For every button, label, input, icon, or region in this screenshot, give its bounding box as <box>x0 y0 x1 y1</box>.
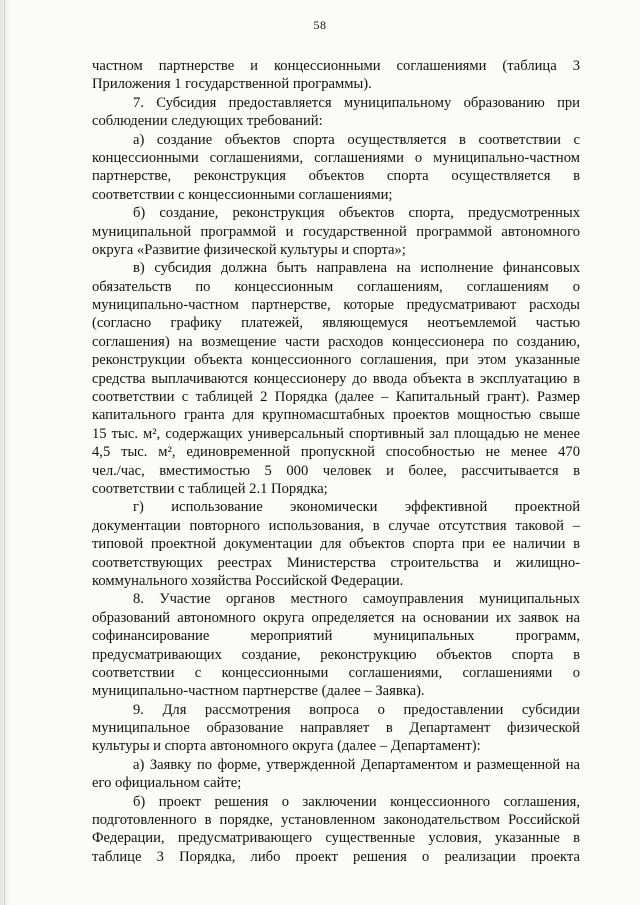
text-line: 4,5 тыс. м², единовременной пропускной способностью не менее 470 <box>92 444 580 461</box>
text-line: соответствии с таблицей 2 Порядка (далее – Капитальный грант). Размер <box>92 389 580 406</box>
text-line: концессионными соглашениями, соглашениями о муниципально-частном <box>92 149 580 166</box>
text-line: округа «Развитие физической культуры и спорта»; <box>92 241 406 258</box>
text-line: 15 тыс. м², содержащих универсальный спортивный зал площадью не менее <box>92 425 580 442</box>
text-line: 7. Субсидия предоставляется муниципальному образованию при <box>133 94 580 111</box>
text-line: коммунального хозяйства Российской Федерации. <box>92 572 404 589</box>
text-line: реконструкции объекта концессионного соглашения, при этом указанные <box>92 352 580 369</box>
text-line: 8. Участие органов местного самоуправления муниципальных <box>133 591 580 608</box>
text-line: средства выплачиваются концессионеру до ввода объекта в эксплуатацию в <box>92 370 580 387</box>
text-line: (согласно графику платежей, являющемуся неотъемлемой частью <box>92 315 580 332</box>
text-line: Приложения 1 государственной программы). <box>92 76 372 93</box>
text-line: б) проект решения о заключении концессионного соглашения, <box>133 793 580 810</box>
text-line: муниципальной программой и государственной программой автономного <box>92 223 580 240</box>
text-line: частном партнерстве и концессионными соглашениями (таблица 3 <box>92 58 580 74</box>
text-line: муниципальное образование направляет в Департамент физической <box>92 720 580 737</box>
text-line: соблюдении следующих требований: <box>92 113 323 130</box>
text-line: б) создание, реконструкция объектов спорта, предусмотренных <box>133 205 580 222</box>
text-line: чел./час, вместимостью 5 000 человек и более, рассчитывается в <box>92 462 580 479</box>
text-line: а) создание объектов спорта осуществляется в соответствии с <box>133 131 580 148</box>
text-line: соответствии с концессионными соглашениями, соглашениями о <box>92 664 580 681</box>
text-line: муниципально-частном партнерстве, которые предусматривают расходы <box>92 297 580 314</box>
text-line: его официальном сайте; <box>92 775 242 792</box>
text-line: соответствии с концессионными соглашениями; <box>92 186 393 203</box>
text-line: соответствующих реестрах Министерства строительства и жилищно- <box>92 554 580 571</box>
text-line: муниципально-частном партнерстве (далее – Заявка). <box>92 683 425 700</box>
document-body <box>92 57 580 866</box>
scan-fold-line <box>4 0 5 905</box>
text-line: типовой проектной документации для объектов спорта при ее наличии в <box>92 536 580 553</box>
text-line: предусматривающих создание, реконструкцию объектов спорта в <box>92 646 580 663</box>
text-line: обязательств по концессионным соглашениям, соглашениям о <box>92 278 580 295</box>
scan-edge <box>0 0 12 905</box>
text-line: капитального гранта для крупномасштабных проектов мощностью свыше <box>92 407 580 424</box>
text-line: соответствии с таблицей 2.1 Порядка; <box>92 480 328 497</box>
text-line: Федерации, предусматривающего существенные условия, указанные в <box>92 830 580 847</box>
text-line: документации повторного использования, в случае отсутствия таковой – <box>92 517 580 534</box>
text-line: культуры и спорта автономного округа (далее – Департамент): <box>92 738 481 755</box>
text-line: а) Заявку по форме, утвержденной Департаментом и размещенной на <box>133 756 580 773</box>
text-line: подготовленного в порядке, установленном законодательством Российской <box>92 812 580 829</box>
page-number: 58 <box>313 18 327 32</box>
text-line: г) использование экономически эффективной проектной <box>133 499 580 516</box>
text-line: таблице 3 Порядка, либо проект решения о реализации проекта <box>92 848 580 865</box>
text-line: партнерстве, реконструкция объектов спорта осуществляется в <box>92 168 580 185</box>
text-line: в) субсидия должна быть направлена на исполнение финансовых <box>133 260 580 277</box>
text-line: соглашения) на возмещение части расходов концессионера по созданию, <box>92 333 580 350</box>
text-line: софинансирование мероприятий муниципальных программ, <box>92 628 580 645</box>
text-line: 9. Для рассмотрения вопроса о предоставлении субсидии <box>133 701 580 718</box>
text-line: образований автономного округа определяется на основании их заявок на <box>92 609 580 626</box>
